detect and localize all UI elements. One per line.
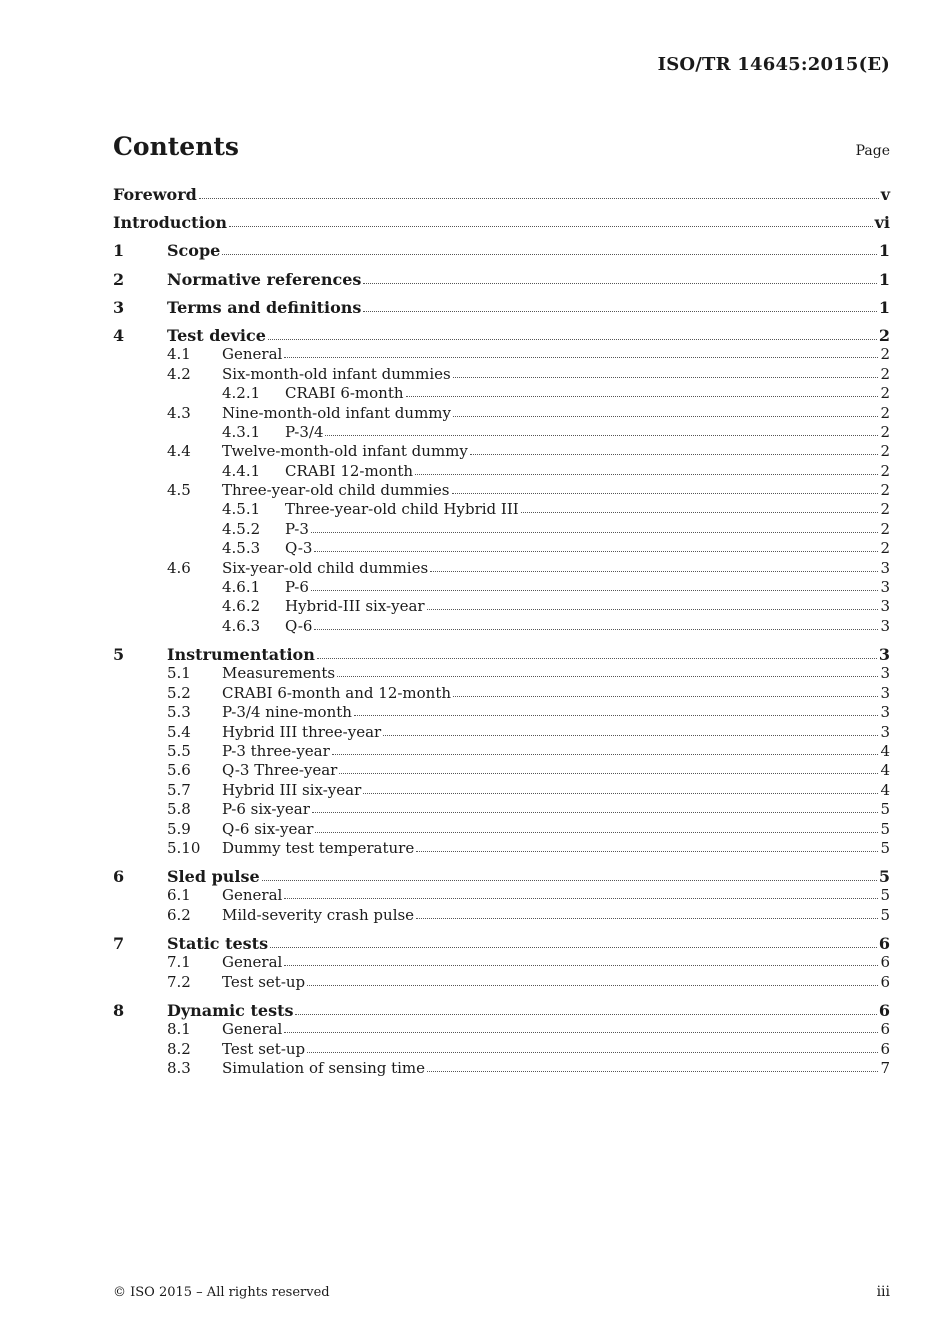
toc-entry[interactable]	[113, 703, 890, 722]
dot-leader	[332, 750, 879, 755]
toc-entry-number: 6	[113, 867, 125, 887]
dot-leader	[199, 194, 879, 199]
toc-entry-page: 3	[880, 722, 890, 741]
toc-entry-page: 3	[880, 683, 890, 702]
toc-entry-page: 5	[880, 819, 890, 838]
dot-leader	[416, 847, 878, 852]
toc-entry[interactable]	[113, 500, 890, 519]
toc-entry-number: 4.6.2	[222, 597, 261, 616]
toc-entry[interactable]	[113, 423, 890, 442]
toc-entry[interactable]	[113, 520, 890, 539]
dot-leader	[406, 392, 879, 397]
toc-entry-page: 3	[880, 558, 890, 577]
dot-leader	[311, 586, 879, 591]
toc-entry-title: General	[222, 1020, 283, 1039]
toc-entry-number: 5.4	[167, 722, 191, 741]
toc-entry-page: 5	[880, 886, 890, 905]
toc-entry[interactable]	[113, 839, 890, 858]
toc-entry-page: 5	[878, 867, 890, 887]
toc-entry-page: 4	[880, 761, 890, 780]
dot-leader	[307, 1048, 878, 1053]
toc-entry-page: 6	[880, 953, 890, 972]
toc-entry[interactable]	[113, 1001, 890, 1020]
toc-entry[interactable]	[113, 442, 890, 461]
toc-entry-number: 4.5.1	[222, 500, 261, 519]
toc-entry-page: 2	[880, 364, 890, 383]
dot-leader	[314, 625, 878, 630]
toc-entry-title: Introduction	[113, 213, 227, 233]
dot-leader	[268, 335, 877, 340]
toc-entry[interactable]	[113, 934, 890, 953]
toc-entry-number: 4.2	[167, 364, 191, 383]
toc-entry[interactable]	[113, 365, 890, 384]
toc-entry-number: 2	[113, 269, 125, 289]
toc-entry-page: 3	[880, 597, 890, 616]
dot-leader	[337, 672, 878, 677]
toc-entry-number: 7.2	[167, 972, 191, 991]
toc-entry-page: 5	[880, 905, 890, 924]
toc-entry[interactable]	[113, 761, 890, 780]
toc-entry[interactable]	[113, 578, 890, 597]
toc-entry[interactable]	[113, 384, 890, 403]
dot-leader	[270, 943, 877, 948]
dot-leader	[453, 412, 878, 417]
dot-leader	[363, 279, 876, 284]
toc-entry-page: 2	[880, 539, 890, 558]
toc-entry-number: 7	[113, 934, 125, 954]
toc-entry-title: CRABI 12-month	[285, 461, 414, 480]
toc-entry[interactable]	[113, 664, 890, 683]
toc-entry-title: Nine-month-old infant dummy	[222, 403, 451, 422]
toc-entry[interactable]	[113, 1040, 890, 1059]
toc-entry-number: 8.3	[167, 1059, 191, 1078]
toc-entry-page: 3	[880, 578, 890, 597]
toc-entry-number: 5.7	[167, 780, 191, 799]
toc-entry-title: Static tests	[167, 934, 269, 954]
toc-entry-number: 5.1	[167, 664, 191, 683]
toc-entry-page: 2	[880, 442, 890, 461]
toc-entry-number: 4.1	[167, 345, 191, 364]
toc-entry-title: Twelve-month-old infant dummy	[222, 442, 468, 461]
toc-entry-title: Six-year-old child dummies	[222, 558, 429, 577]
toc-entry-title: P-3/4	[285, 422, 324, 441]
toc-entry-title: Q-6 six-year	[222, 819, 314, 838]
toc-entry-title: P-6 six-year	[222, 800, 310, 819]
toc-entry[interactable]	[113, 867, 890, 886]
toc-entry-number: 1	[113, 241, 125, 261]
toc-entry-title: P-3	[285, 519, 309, 538]
toc-entry-number: 3	[113, 297, 125, 317]
dot-leader	[430, 567, 878, 572]
toc-entry[interactable]	[113, 213, 890, 232]
dot-leader	[284, 353, 878, 358]
toc-entry-number: 5.10	[167, 838, 201, 857]
contents-heading: Contents	[113, 132, 240, 161]
toc-entry-number: 5.2	[167, 683, 191, 702]
dot-leader	[427, 1067, 878, 1072]
dot-leader	[312, 808, 879, 813]
toc-entry-title: Test set-up	[222, 972, 306, 991]
toc-entry-page: 2	[880, 461, 890, 480]
toc-entry-number: 4.4.1	[222, 461, 261, 480]
toc-entry-title: Three-year-old child Hybrid III	[285, 500, 519, 519]
dot-leader	[354, 711, 879, 716]
toc-entry-title: General	[222, 345, 283, 364]
toc-entry[interactable]	[113, 597, 890, 616]
toc-entry-page: 1	[878, 269, 890, 289]
toc-entry[interactable]	[113, 481, 890, 500]
dot-leader	[262, 876, 877, 881]
toc-entry-page: 6	[878, 934, 890, 954]
toc-entry-title: Dummy test temperature	[222, 838, 415, 857]
toc-entry-number: 4.4	[167, 442, 191, 461]
toc-entry-page: 1	[878, 297, 890, 317]
toc-entry-page: 2	[880, 384, 890, 403]
toc-entry-page: v	[880, 185, 890, 204]
toc-entry[interactable]	[113, 953, 890, 972]
toc-entry-page: 2	[880, 403, 890, 422]
toc-entry-page: 6	[880, 972, 890, 991]
toc-entry-page: vi	[874, 213, 890, 233]
dot-leader	[314, 547, 878, 552]
toc-entry[interactable]	[113, 684, 890, 703]
toc-entry-title: Dynamic tests	[167, 1001, 294, 1021]
toc-entry-number: 4.2.1	[222, 384, 261, 403]
toc-entry-title: Test set-up	[222, 1039, 306, 1058]
toc-entry-title: Instrumentation	[167, 644, 315, 664]
toc-entry-number: 6.2	[167, 905, 191, 924]
toc-entry-page: 5	[880, 800, 890, 819]
toc-entry[interactable]	[113, 617, 890, 636]
toc-entry-number: 4.3	[167, 403, 191, 422]
toc-entry-title: Normative references	[167, 269, 362, 289]
toc-entry-page: 2	[880, 422, 890, 441]
toc-entry[interactable]	[113, 886, 890, 905]
toc-entry-title: General	[222, 953, 283, 972]
dot-leader	[325, 431, 878, 436]
toc-entry-page: 5	[880, 838, 890, 857]
toc-entry[interactable]	[113, 906, 890, 925]
toc-entry-page: 1	[878, 241, 890, 261]
toc-entry-number: 4.5.3	[222, 539, 261, 558]
toc-entry[interactable]	[113, 973, 890, 992]
toc-entry-page: 3	[880, 703, 890, 722]
toc-entry-page: 2	[880, 519, 890, 538]
dot-leader	[295, 1010, 876, 1015]
dot-leader	[427, 605, 879, 610]
toc-entry-title: Hybrid-III six-year	[285, 597, 425, 616]
toc-entry-title: Hybrid III six-year	[222, 780, 362, 799]
dot-leader	[339, 769, 878, 774]
toc-entry-title: Foreword	[113, 185, 197, 204]
toc-entry-title: Test device	[167, 325, 266, 345]
toc-entry-page: 3	[880, 664, 890, 683]
dot-leader	[383, 731, 878, 736]
toc-entry[interactable]	[113, 742, 890, 761]
dot-leader	[317, 654, 877, 659]
toc-entry-title: General	[222, 886, 283, 905]
toc-entry-page: 6	[880, 1039, 890, 1058]
toc-entry-page: 2	[880, 345, 890, 364]
toc-entry-number: 4.6.1	[222, 578, 261, 597]
toc-entry-number: 5.5	[167, 741, 191, 760]
table-of-contents	[113, 185, 890, 1079]
dot-leader	[311, 528, 879, 533]
toc-entry[interactable]	[113, 820, 890, 839]
dot-leader	[416, 914, 878, 919]
toc-entry[interactable]	[113, 326, 890, 345]
toc-entry[interactable]	[113, 462, 890, 481]
dot-leader	[452, 489, 879, 494]
toc-entry-title: Q-3 Three-year	[222, 761, 338, 780]
toc-entry-number: 4.3.1	[222, 422, 261, 441]
toc-entry[interactable]	[113, 559, 890, 578]
toc-entry-title: CRABI 6-month and 12-month	[222, 683, 452, 702]
toc-entry-page: 2	[878, 325, 890, 345]
toc-entry-title: P-3 three-year	[222, 741, 330, 760]
footer-page-number: iii	[876, 1284, 890, 1300]
toc-entry-page: 2	[880, 500, 890, 519]
toc-entry[interactable]	[113, 1059, 890, 1078]
toc-entry-number: 4.5	[167, 481, 191, 500]
toc-entry-page: 4	[880, 741, 890, 760]
toc-entry-title: Three-year-old child dummies	[222, 481, 450, 500]
toc-entry-title: P-6	[285, 578, 309, 597]
dot-leader	[453, 692, 878, 697]
dot-leader	[284, 894, 878, 899]
toc-entry-title: Mild-severity crash pulse	[222, 905, 415, 924]
dot-leader	[363, 789, 878, 794]
dot-leader	[284, 961, 878, 966]
toc-entry[interactable]	[113, 404, 890, 423]
dot-leader	[363, 307, 876, 312]
toc-entry-page: 7	[880, 1059, 890, 1078]
toc-entry[interactable]	[113, 298, 890, 317]
dot-leader	[470, 450, 879, 455]
toc-entry-title: Sled pulse	[167, 867, 260, 887]
toc-entry[interactable]	[113, 723, 890, 742]
toc-entry-number: 5.9	[167, 819, 191, 838]
toc-entry-title: CRABI 6-month	[285, 384, 404, 403]
toc-entry-number: 5.6	[167, 761, 191, 780]
toc-entry-number: 4.5.2	[222, 519, 261, 538]
toc-entry-title: Hybrid III three-year	[222, 722, 382, 741]
toc-entry-title: Simulation of sensing time	[222, 1059, 426, 1078]
toc-entry-number: 5.3	[167, 703, 191, 722]
toc-entry[interactable]	[113, 241, 890, 260]
toc-entry[interactable]	[113, 185, 890, 204]
toc-entry-title: Six-month-old infant dummies	[222, 364, 451, 383]
toc-entry[interactable]	[113, 781, 890, 800]
toc-entry-page: 4	[880, 780, 890, 799]
toc-entry-number: 6.1	[167, 886, 191, 905]
toc-entry-title: Q-3	[285, 539, 313, 558]
toc-entry-title: Q-6	[285, 616, 313, 635]
toc-entry-number: 4.6.3	[222, 616, 261, 635]
copyright-notice: © ISO 2015 – All rights reserved	[113, 1285, 330, 1300]
toc-entry[interactable]	[113, 645, 890, 664]
dot-leader	[284, 1028, 878, 1033]
dot-leader	[315, 828, 878, 833]
toc-entry-page: 3	[880, 616, 890, 635]
toc-entry-page: 6	[880, 1020, 890, 1039]
toc-entry-page: 6	[878, 1001, 890, 1021]
toc-entry-number: 8.2	[167, 1039, 191, 1058]
toc-entry-number: 4.6	[167, 558, 191, 577]
toc-entry-title: Terms and definitions	[167, 297, 362, 317]
toc-entry-title: P-3/4 nine-month	[222, 703, 352, 722]
dot-leader	[307, 981, 878, 986]
toc-entry-title: Measurements	[222, 664, 336, 683]
toc-entry-page: 2	[880, 481, 890, 500]
toc-entry-number: 7.1	[167, 953, 191, 972]
toc-entry-number: 8.1	[167, 1020, 191, 1039]
document-identifier: ISO/TR 14645:2015(E)	[657, 54, 890, 75]
toc-entry-number: 8	[113, 1001, 125, 1021]
toc-entry[interactable]	[113, 539, 890, 558]
toc-entry-page: 3	[878, 644, 890, 664]
toc-entry-number: 4	[113, 325, 125, 345]
dot-leader	[222, 250, 877, 255]
toc-entry[interactable]	[113, 800, 890, 819]
toc-entry-title: Scope	[167, 241, 221, 261]
dot-leader	[229, 222, 873, 227]
page-column-label: Page	[855, 143, 890, 159]
dot-leader	[415, 470, 878, 475]
dot-leader	[453, 373, 879, 378]
toc-entry[interactable]	[113, 1020, 890, 1039]
toc-entry[interactable]	[113, 270, 890, 289]
dot-leader	[521, 508, 879, 513]
toc-entry-number: 5	[113, 644, 125, 664]
toc-entry[interactable]	[113, 345, 890, 364]
toc-entry-number: 5.8	[167, 800, 191, 819]
